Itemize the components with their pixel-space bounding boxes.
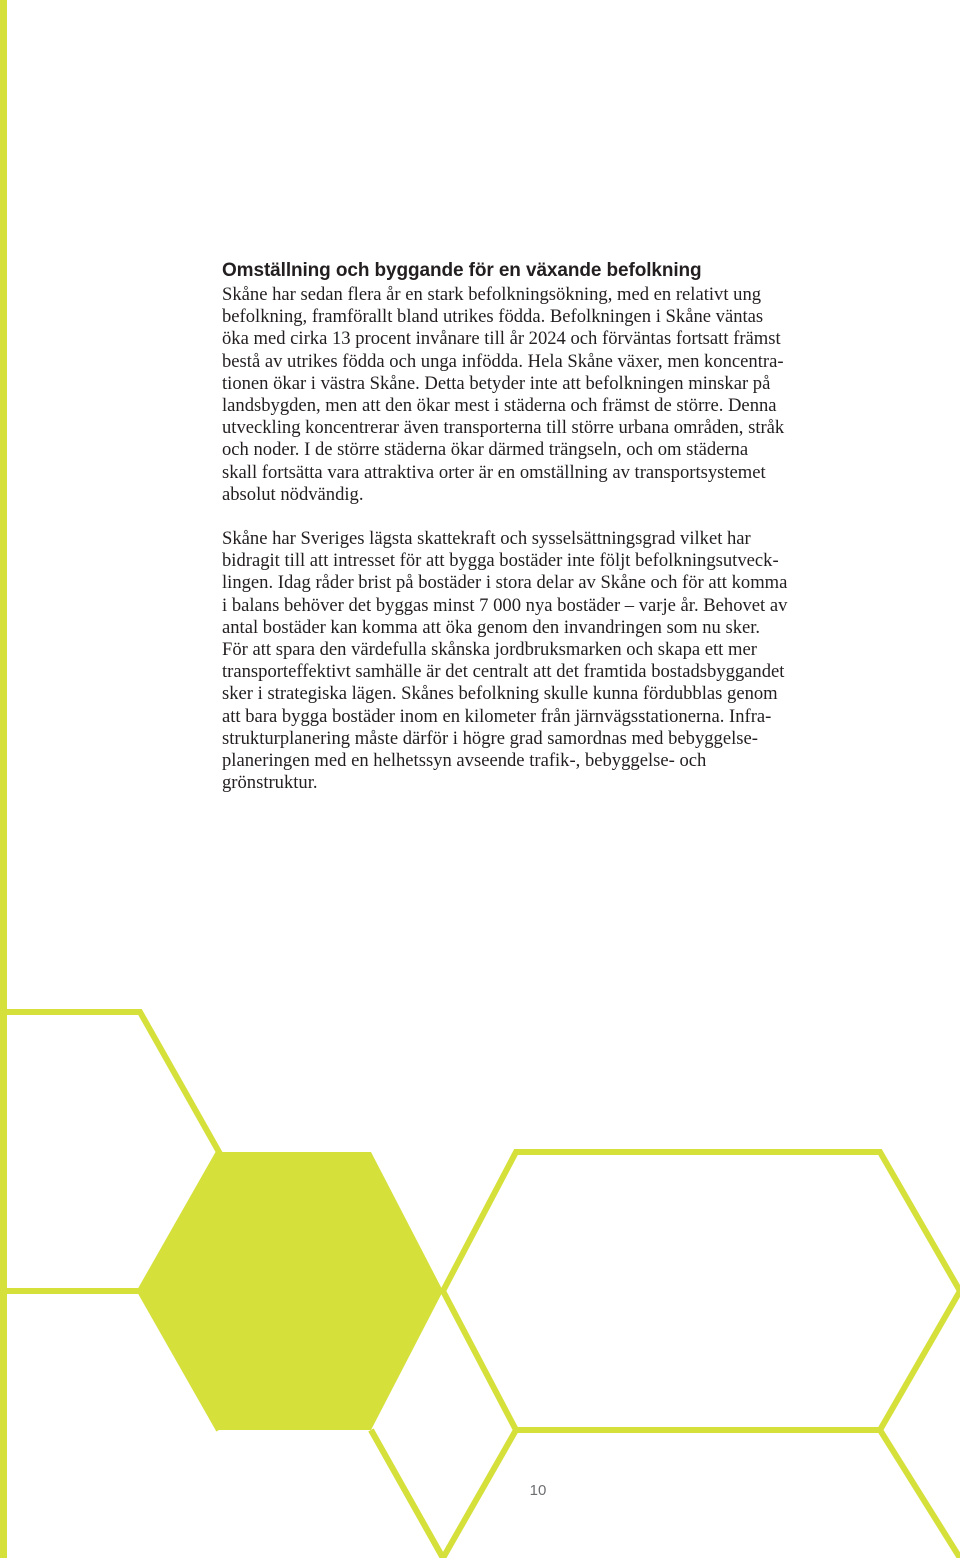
article-body xyxy=(222,258,862,794)
page-number: 10 xyxy=(529,1482,547,1499)
hexagon-outline-left xyxy=(0,1012,219,1291)
paragraph-population: Skåne har sedan flera år en stark befolkningsökning, med en relativt ung befolkning, framförallt bland utrikes födda. Befolkningen i Skåne väntas öka med cirka 13 procent invånare till år 2024 och förväntas fortsatt främst bestå av utrikes födda och unga infödda. Hela Skåne växer, men koncentra- tionen ökar i västra Skåne. Detta betyder inte att befolkningen minskar på landsbygden, men att den ökar mest i städerna och främst de större. Denna utveckling koncentrerar även transporterna till större urbana områden, stråk och noder. I de större städerna ökar därmed trängseln, och om städerna skall fortsätta vara attraktiva orter är en omställning av transportsystemet absolut nödvändig. xyxy=(222,284,785,505)
article-heading: Omställning och byggande för en växande befolkning xyxy=(222,260,702,281)
hexagon-outline-upper-right xyxy=(443,1152,960,1430)
left-accent-bar xyxy=(0,0,7,1558)
paragraph-housing: Skåne har Sveriges lägsta skattekraft och sysselsättningsgrad vilket har bidragit till att intresset för att bygga bostäder inte följt befolkningsutveck- lingen. Idag råder brist på bostäder i stora delar av Skåne och för att komma i balans behöver det byggas minst 7 000 nya bostäder – varje år. Behovet av antal bostäder kan komma att öka genom den invandringen som nu sker. För att spara den värdefulla skånska jordbruksmarken och skapa ett mer transporteffektivt samhälle är det centralt att det framtida bostadsbyggandet sker i strategiska lägen. Skånes befolkning skulle kunna fördubblas genom att bara bygga bostäder inom en kilometer från järnvägsstationerna. Infra- strukturplanering måste därför i högre grad samordnas med bebyggelse- planeringen med en helhetssyn avseende trafik-, bebyggelse- och grönstruktur. xyxy=(222,528,788,794)
paragraph-spacer xyxy=(222,506,862,528)
hexagon-filled-center xyxy=(140,1152,443,1430)
hexagon-edge-bottom-left xyxy=(140,1291,219,1430)
